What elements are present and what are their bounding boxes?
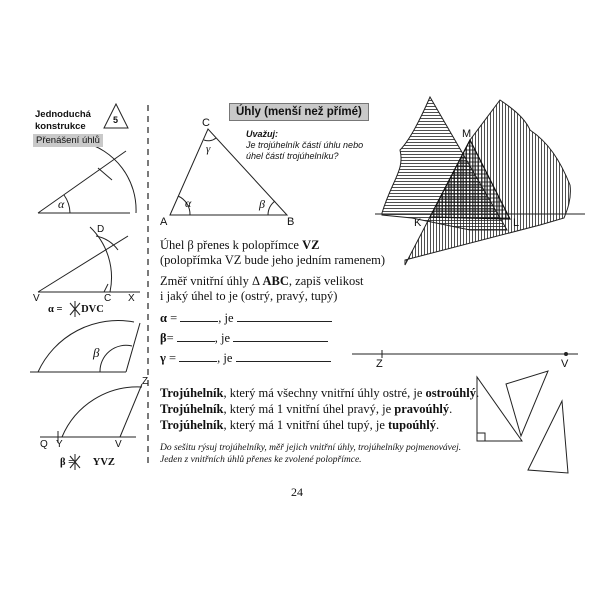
- fig2-label-v: V: [33, 293, 40, 304]
- think-box: [246, 129, 363, 162]
- transfer-instruction: [160, 238, 385, 268]
- badge-number: 5: [113, 115, 119, 125]
- measure-line1-post: , zapiš velikost: [288, 274, 364, 288]
- triangle-label-b: B: [287, 216, 295, 228]
- left-title-line2: konstrukce: [35, 121, 86, 132]
- ray-label-z: Z: [376, 358, 383, 370]
- think-label: Uvažuj:: [246, 129, 279, 139]
- answer-sep: , je: [214, 331, 231, 345]
- fig4-label-q: Q: [40, 439, 48, 450]
- mountain-label-m: M: [462, 128, 472, 140]
- construction-figure-4: [40, 384, 142, 443]
- measure-triangle-name: ABC: [262, 274, 289, 288]
- construction-figure-2: [38, 227, 140, 292]
- type-right: [160, 401, 479, 417]
- construction-figure-3: [30, 321, 140, 372]
- type-name: tupoúhlý: [388, 418, 436, 432]
- triangle-types: [160, 385, 479, 433]
- type-acute: [160, 385, 479, 401]
- left-title-line1: Jednoduchá: [35, 109, 91, 120]
- answer-row-beta: [160, 330, 328, 346]
- answer-value-blank[interactable]: [177, 330, 215, 342]
- answer-sep: , je: [218, 311, 234, 325]
- caption-yvz-lhs: β =: [60, 457, 77, 468]
- type-name: pravoúhlý: [394, 402, 450, 416]
- answer-eq: =: [166, 331, 177, 345]
- answer-type-blank[interactable]: [236, 350, 331, 362]
- answer-row-alpha: [160, 310, 332, 326]
- fig2-label-x: X: [128, 293, 135, 304]
- type-end: .: [435, 418, 440, 432]
- page-title: Úhly (menší než přímé): [229, 103, 369, 121]
- fig4-label-v: V: [115, 439, 122, 450]
- triangle-beta: β: [259, 197, 265, 211]
- type-end: .: [449, 402, 453, 416]
- fig4-label-y: Y: [56, 439, 63, 450]
- think-line1: Je trojúhelník částí úhlu nebo: [246, 140, 364, 150]
- answer-eq: =: [166, 311, 181, 325]
- triangle-label-c: C: [202, 117, 210, 129]
- page-number: 24: [291, 485, 303, 499]
- think-line2: úhel částí trojúhelníku?: [246, 151, 339, 161]
- fig2-label-c: C: [104, 293, 112, 304]
- type-obtuse: [160, 417, 479, 433]
- fig4-label-z: Z: [142, 376, 149, 387]
- measure-line1-pre: Změř vnitřní úhly Δ: [160, 274, 263, 288]
- caption-yvz-rhs: YVZ: [92, 457, 115, 468]
- footer-line1: Do sešitu rýsuj trojúhelníky, měř jejich vnitřní úhly, trojúhelníky pojmenovávej.: [160, 443, 462, 453]
- transfer-line1: Úhel β přenes k polopřímce: [160, 238, 303, 252]
- answer-value-blank[interactable]: [179, 350, 217, 362]
- caption-dvc-lhs: α =: [48, 304, 66, 315]
- transfer-ray-name: VZ: [302, 238, 320, 252]
- triangle-alpha: α: [185, 196, 192, 210]
- section-label: Přenášení úhlů: [33, 134, 103, 147]
- transfer-line2: (polopřímka VZ bude jeho jedním ramenem): [160, 253, 386, 267]
- footer-instructions: [160, 442, 461, 466]
- type-text: , který má 1 vnitřní úhel tupý, je: [223, 418, 389, 432]
- type-term: Trojúhelník: [160, 386, 224, 400]
- answer-eq: =: [165, 351, 180, 365]
- triangle-label-a: A: [160, 216, 168, 228]
- type-end: .: [475, 386, 480, 400]
- answer-type-blank[interactable]: [233, 330, 328, 342]
- mountain-label-l: L: [513, 217, 520, 229]
- answer-value-blank[interactable]: [180, 310, 218, 322]
- left-title: [35, 109, 91, 133]
- triangle-gamma: γ: [206, 143, 211, 155]
- type-term: Trojúhelník: [160, 402, 224, 416]
- mountain-label-k: K: [414, 217, 422, 229]
- caption-dvc: [48, 304, 104, 315]
- answer-label: α: [160, 311, 167, 325]
- ray-vz: [352, 350, 578, 358]
- type-text: , který má všechny vnitřní úhly ostré, je: [223, 386, 426, 400]
- measure-line2: i jaký úhel to je (ostrý, pravý, tupý): [160, 289, 338, 303]
- fig3-beta: β: [93, 345, 100, 360]
- answer-sep: , je: [217, 351, 233, 365]
- fig2-label-d: D: [97, 224, 105, 235]
- measure-instruction: [160, 274, 364, 304]
- type-term: Trojúhelník: [160, 418, 224, 432]
- caption-dvc-rhs: DVC: [81, 304, 104, 315]
- answer-label: γ: [160, 351, 166, 365]
- fig1-alpha: α: [58, 197, 65, 211]
- ray-label-v: V: [561, 358, 569, 370]
- obtuse-triangle-shape: [528, 401, 568, 473]
- answer-label: β: [160, 331, 167, 345]
- construction-figure-1: [38, 142, 136, 213]
- caption-yvz: [60, 457, 115, 468]
- mountains-figure: [375, 97, 585, 265]
- type-name: ostroúhlý: [425, 386, 476, 400]
- answer-row-gamma: [160, 350, 331, 366]
- acute-triangle-shape: [506, 371, 548, 436]
- type-text: , který má 1 vnitřní úhel pravý, je: [223, 402, 395, 416]
- answer-type-blank[interactable]: [237, 310, 332, 322]
- footer-line2: Jeden z vnitřních úhlů přenes ke zvolené polopřímce.: [160, 455, 362, 465]
